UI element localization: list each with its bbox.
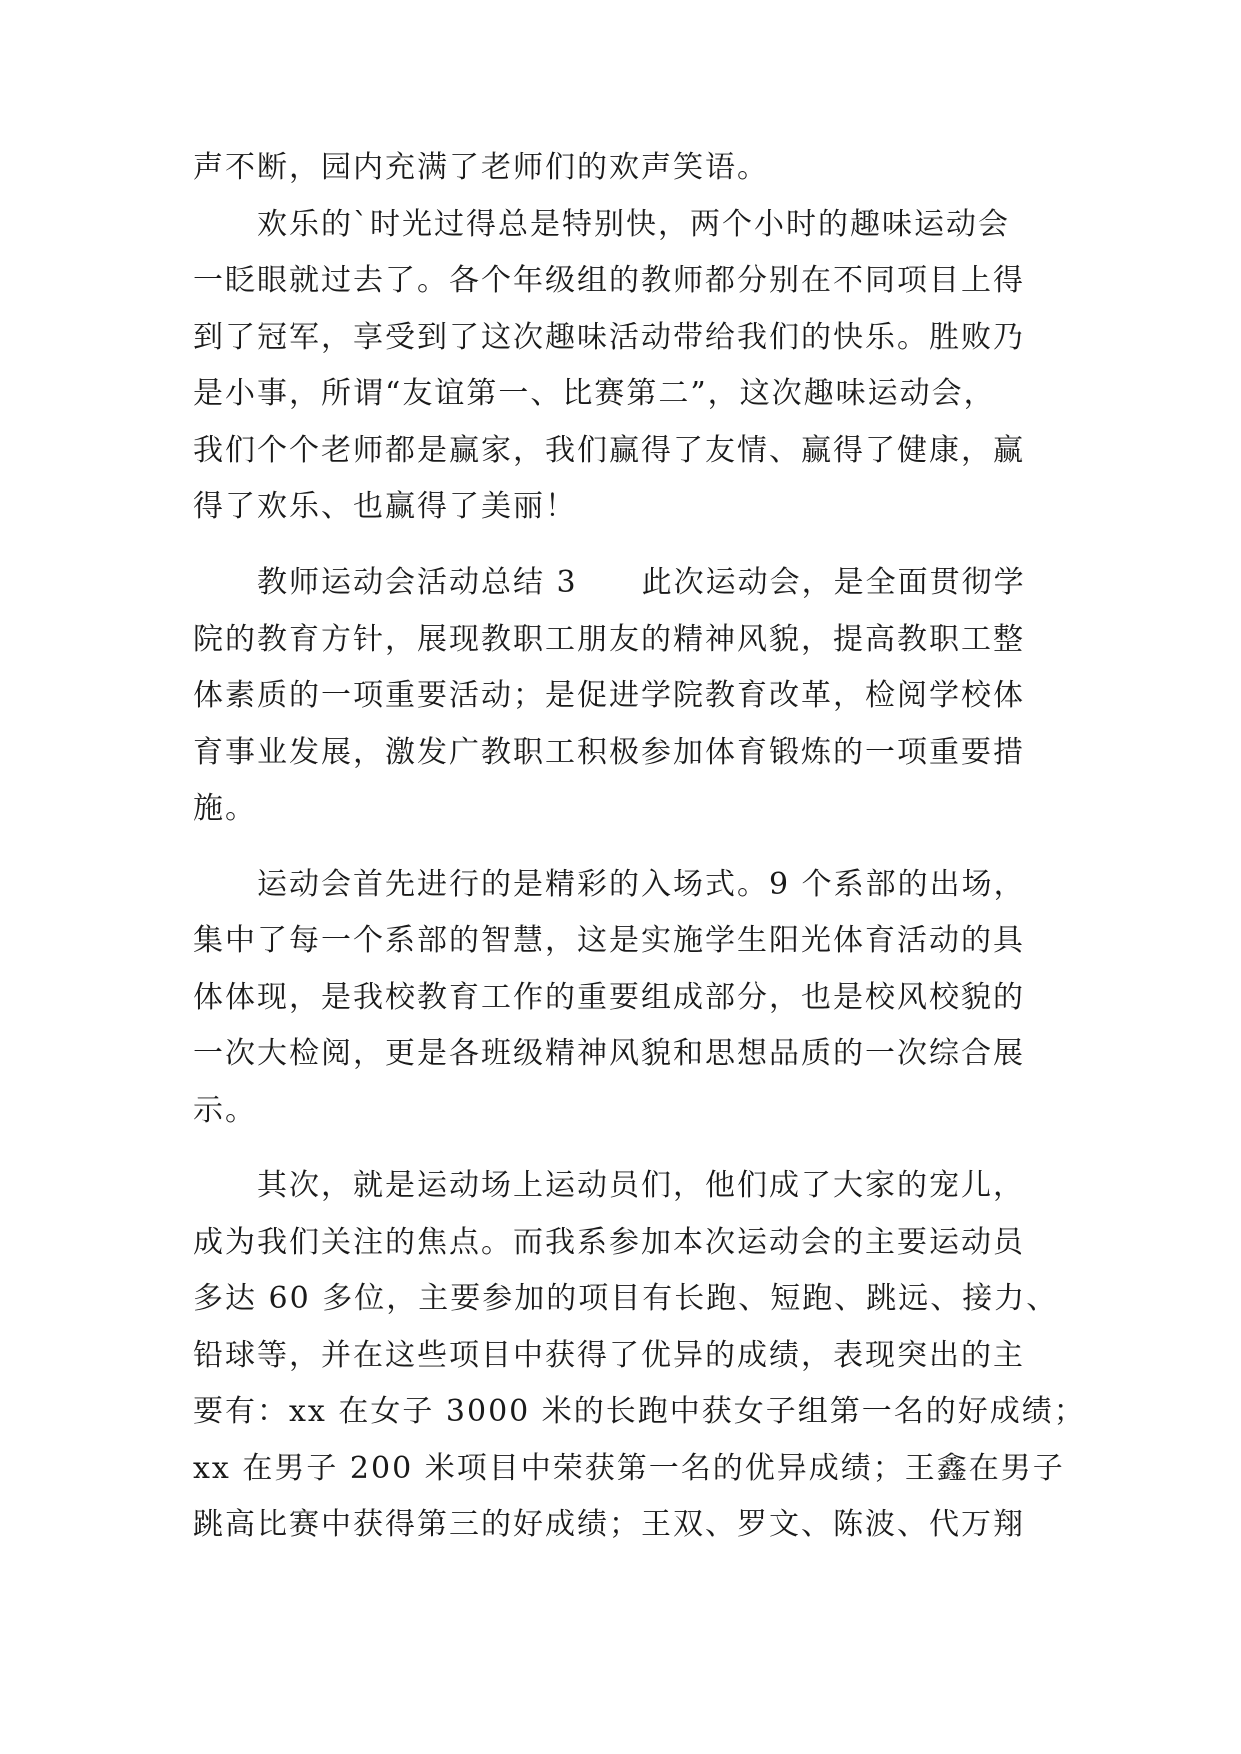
text-line: 育事业发展，激发广教职工积极参加体育锻炼的一项重要措 <box>193 735 1025 770</box>
text-line: 运动会首先进行的是精彩的入场式。9 个系部的出场， <box>257 867 1026 902</box>
text-line: 铅球等，并在这些项目中获得了优异的成绩，表现突出的主 <box>193 1338 1025 1373</box>
text-line: 多达 60 多位，主要参加的项目有长跑、短跑、跳远、接力、 <box>193 1281 1059 1316</box>
text-line: 我们个个老师都是赢家，我们赢得了友情、赢得了健康，赢 <box>193 433 1025 468</box>
text-line: 得了欢乐、也赢得了美丽！ <box>193 489 577 524</box>
text-line: 到了冠军，享受到了这次趣味活动带给我们的快乐。胜败乃 <box>193 320 1025 355</box>
text-line: 成为我们关注的焦点。而我系参加本次运动会的主要运动员 <box>193 1225 1025 1260</box>
text-line: 是小事，所谓“友谊第一、比赛第二”，这次趣味运动会， <box>193 376 996 411</box>
text-line: 跳高比赛中获得第三的好成绩；王双、罗文、陈波、代万翔 <box>193 1507 1025 1542</box>
text-line: 声不断，园内充满了老师们的欢声笑语。 <box>193 150 769 185</box>
text-line: 示。 <box>193 1093 257 1128</box>
text-line: 一眨眼就过去了。各个年级组的教师都分别在不同项目上得 <box>193 263 1025 298</box>
text-line: 施。 <box>193 791 257 826</box>
text-line: 其次，就是运动场上运动员们，他们成了大家的宠儿， <box>257 1168 1025 1203</box>
text-line: xx 在男子 200 米项目中荣获第一名的优异成绩；王鑫在男子 <box>193 1451 1065 1486</box>
text-line: 要有：xx 在女子 3000 米的长跑中获女子组第一名的好成绩； <box>193 1394 1086 1429</box>
text-line: 欢乐的`时光过得总是特别快，两个小时的趣味运动会 <box>257 207 1010 242</box>
text-line: 体体现，是我校教育工作的重要组成部分，也是校风校貌的 <box>193 980 1025 1015</box>
text-line: 院的教育方针，展现教职工朋友的精神风貌，提高教职工整 <box>193 622 1025 657</box>
text-line: 集中了每一个系部的智慧，这是实施学生阳光体育活动的具 <box>193 923 1025 958</box>
text-line: 体素质的一项重要活动；是促进学院教育改革，检阅学校体 <box>193 678 1025 713</box>
section-heading-line: 教师运动会活动总结 3 此次运动会，是全面贯彻学 <box>257 565 1026 600</box>
text-line: 一次大检阅，更是各班级精神风貌和思想品质的一次综合展 <box>193 1036 1025 1071</box>
